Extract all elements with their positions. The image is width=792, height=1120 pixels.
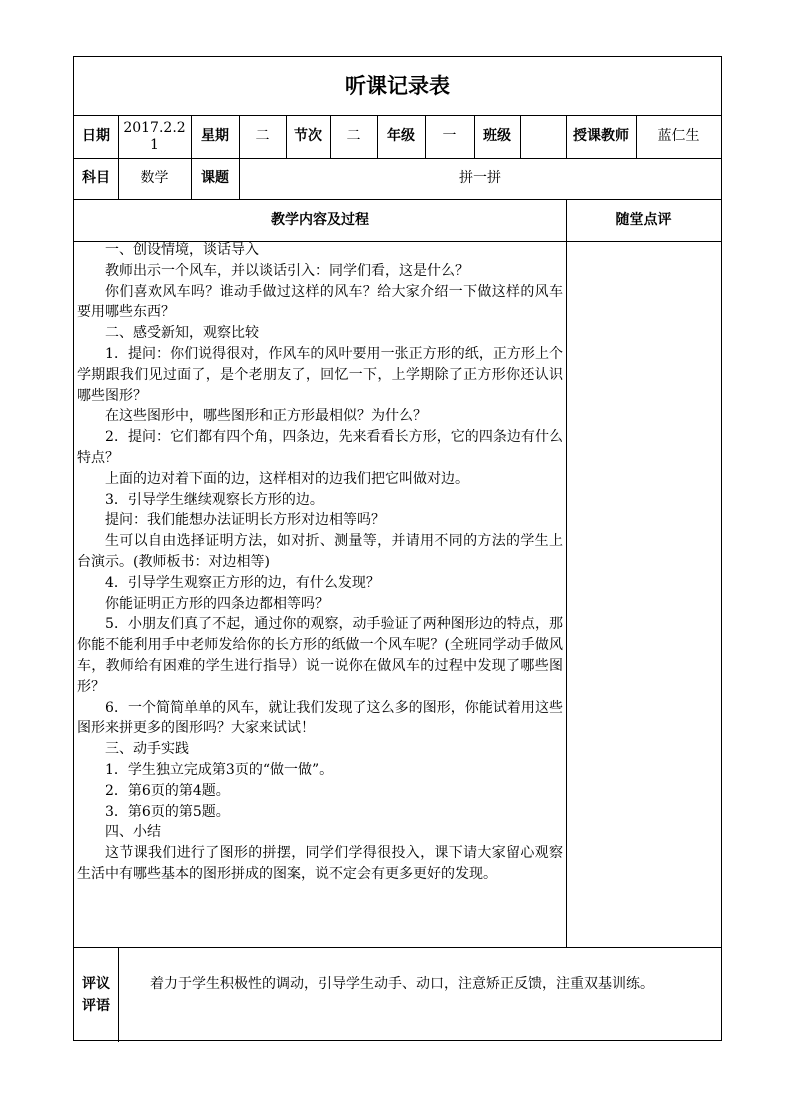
date-value: 2017.2.21 <box>123 119 186 153</box>
content-paragraph: 1．学生独立完成第3页的“做一做”。 <box>105 761 334 778</box>
grade-value: 一 <box>442 128 457 144</box>
content-paragraph: 1．提问：你们说得很对，作风车的风叶要用一张正方形的纸，正方形上个学期跟我们见过面了，是个老朋友了，回忆一下，上学期除了正方形你还认识哪些图形？ <box>77 345 563 404</box>
subject-value: 数学 <box>140 170 169 186</box>
content-paragraph: 一、创设情境，谈话导入 <box>105 242 259 258</box>
page-title: 听课记录表 <box>345 73 450 98</box>
content-paragraph: 3．引导学生继续观察长方形的边。 <box>105 491 324 508</box>
content-paragraph: 教师出示一个风车，并以谈话引入：同学们看，这是什么？ <box>105 262 469 279</box>
review-comment: 着力于学生积极性的调动，引导学生动手、动口，注意矫正反馈，注重双基训练。 <box>150 976 654 992</box>
teaching-content <box>77 240 563 885</box>
content-paragraph: 在这些图形中，哪些图形和正方形最相似？为什么？ <box>105 408 427 425</box>
content-paragraph: 提问：我们能想办法证明长方形对边相等吗？ <box>105 512 385 529</box>
content-paragraph: 生可以自由选择证明方法，如对折、测量等，并请用不同的方法的学生上台演示。(教师板书：对边相等) <box>77 533 563 570</box>
date-label: 日期 <box>82 128 110 144</box>
weekday-value: 二 <box>255 128 270 144</box>
content-paragraph: 上面的边对着下面的边，这样相对的边我们把它叫做对边。 <box>105 470 469 487</box>
grade-label: 年级 <box>387 128 415 144</box>
weekday-label: 星期 <box>201 128 229 144</box>
review-label-line2: 评语 <box>82 997 110 1014</box>
content-paragraph: 你们喜欢风车吗？谁动手做过这样的风车？给大家介绍一下做这样的风车要用哪些东西？ <box>77 283 563 321</box>
content-paragraph: 2．第6页的第4题。 <box>105 782 230 799</box>
col-divider <box>566 199 567 947</box>
content-paragraph: 三、动手实践 <box>105 741 189 758</box>
subject-label: 科目 <box>82 170 110 186</box>
period-value: 二 <box>346 128 361 144</box>
content-paragraph: 四、小结 <box>105 824 161 841</box>
class-label: 班级 <box>483 128 511 144</box>
content-paragraph: 4．引导学生观察正方形的边，有什么发现？ <box>105 574 380 591</box>
content-paragraph: 2．提问：它们都有四个角，四条边，先来看看长方形，它的四条边有什么特点？ <box>77 429 563 466</box>
topic-value: 拼一拼 <box>459 170 501 186</box>
teacher-label: 授课教师 <box>573 128 629 144</box>
review-label <box>74 947 118 1042</box>
content-paragraph: 二、感受新知，观察比较 <box>105 325 259 342</box>
comment-header: 随堂点评 <box>615 211 672 228</box>
teacher-value: 蓝仁生 <box>657 128 700 144</box>
lesson-observation-form <box>73 56 722 1041</box>
review-label-line1: 评议 <box>82 975 110 992</box>
content-header: 教学内容及过程 <box>271 211 369 228</box>
content-paragraph: 这节课我们进行了图形的拼摆，同学们学得很投入，课下请大家留心观察生活中有哪些基本的图形拼成的图案，说不定会有更多更好的发现。 <box>77 845 563 882</box>
content-paragraph: 6．一个简简单单的风车，就让我们发现了这么多的图形，你能试着用这些图形来拼更多的图形吗？大家来试试！ <box>77 699 563 737</box>
content-paragraph: 你能证明正方形的四条边都相等吗？ <box>105 595 329 612</box>
class-value <box>520 115 566 158</box>
content-paragraph: 3．第6页的第5题。 <box>105 803 230 820</box>
topic-label: 课题 <box>201 170 229 186</box>
period-label: 节次 <box>294 128 322 144</box>
content-paragraph: 5．小朋友们真了不起，通过你的观察，动手验证了两种图形边的特点，那你能不能利用手中老师发给你的长方形的纸做一个风车呢？(全班同学动手做风车，教师给有困难的学生进行指导）说一说你在做风车的过程中发现了哪些图形？ <box>77 616 563 695</box>
